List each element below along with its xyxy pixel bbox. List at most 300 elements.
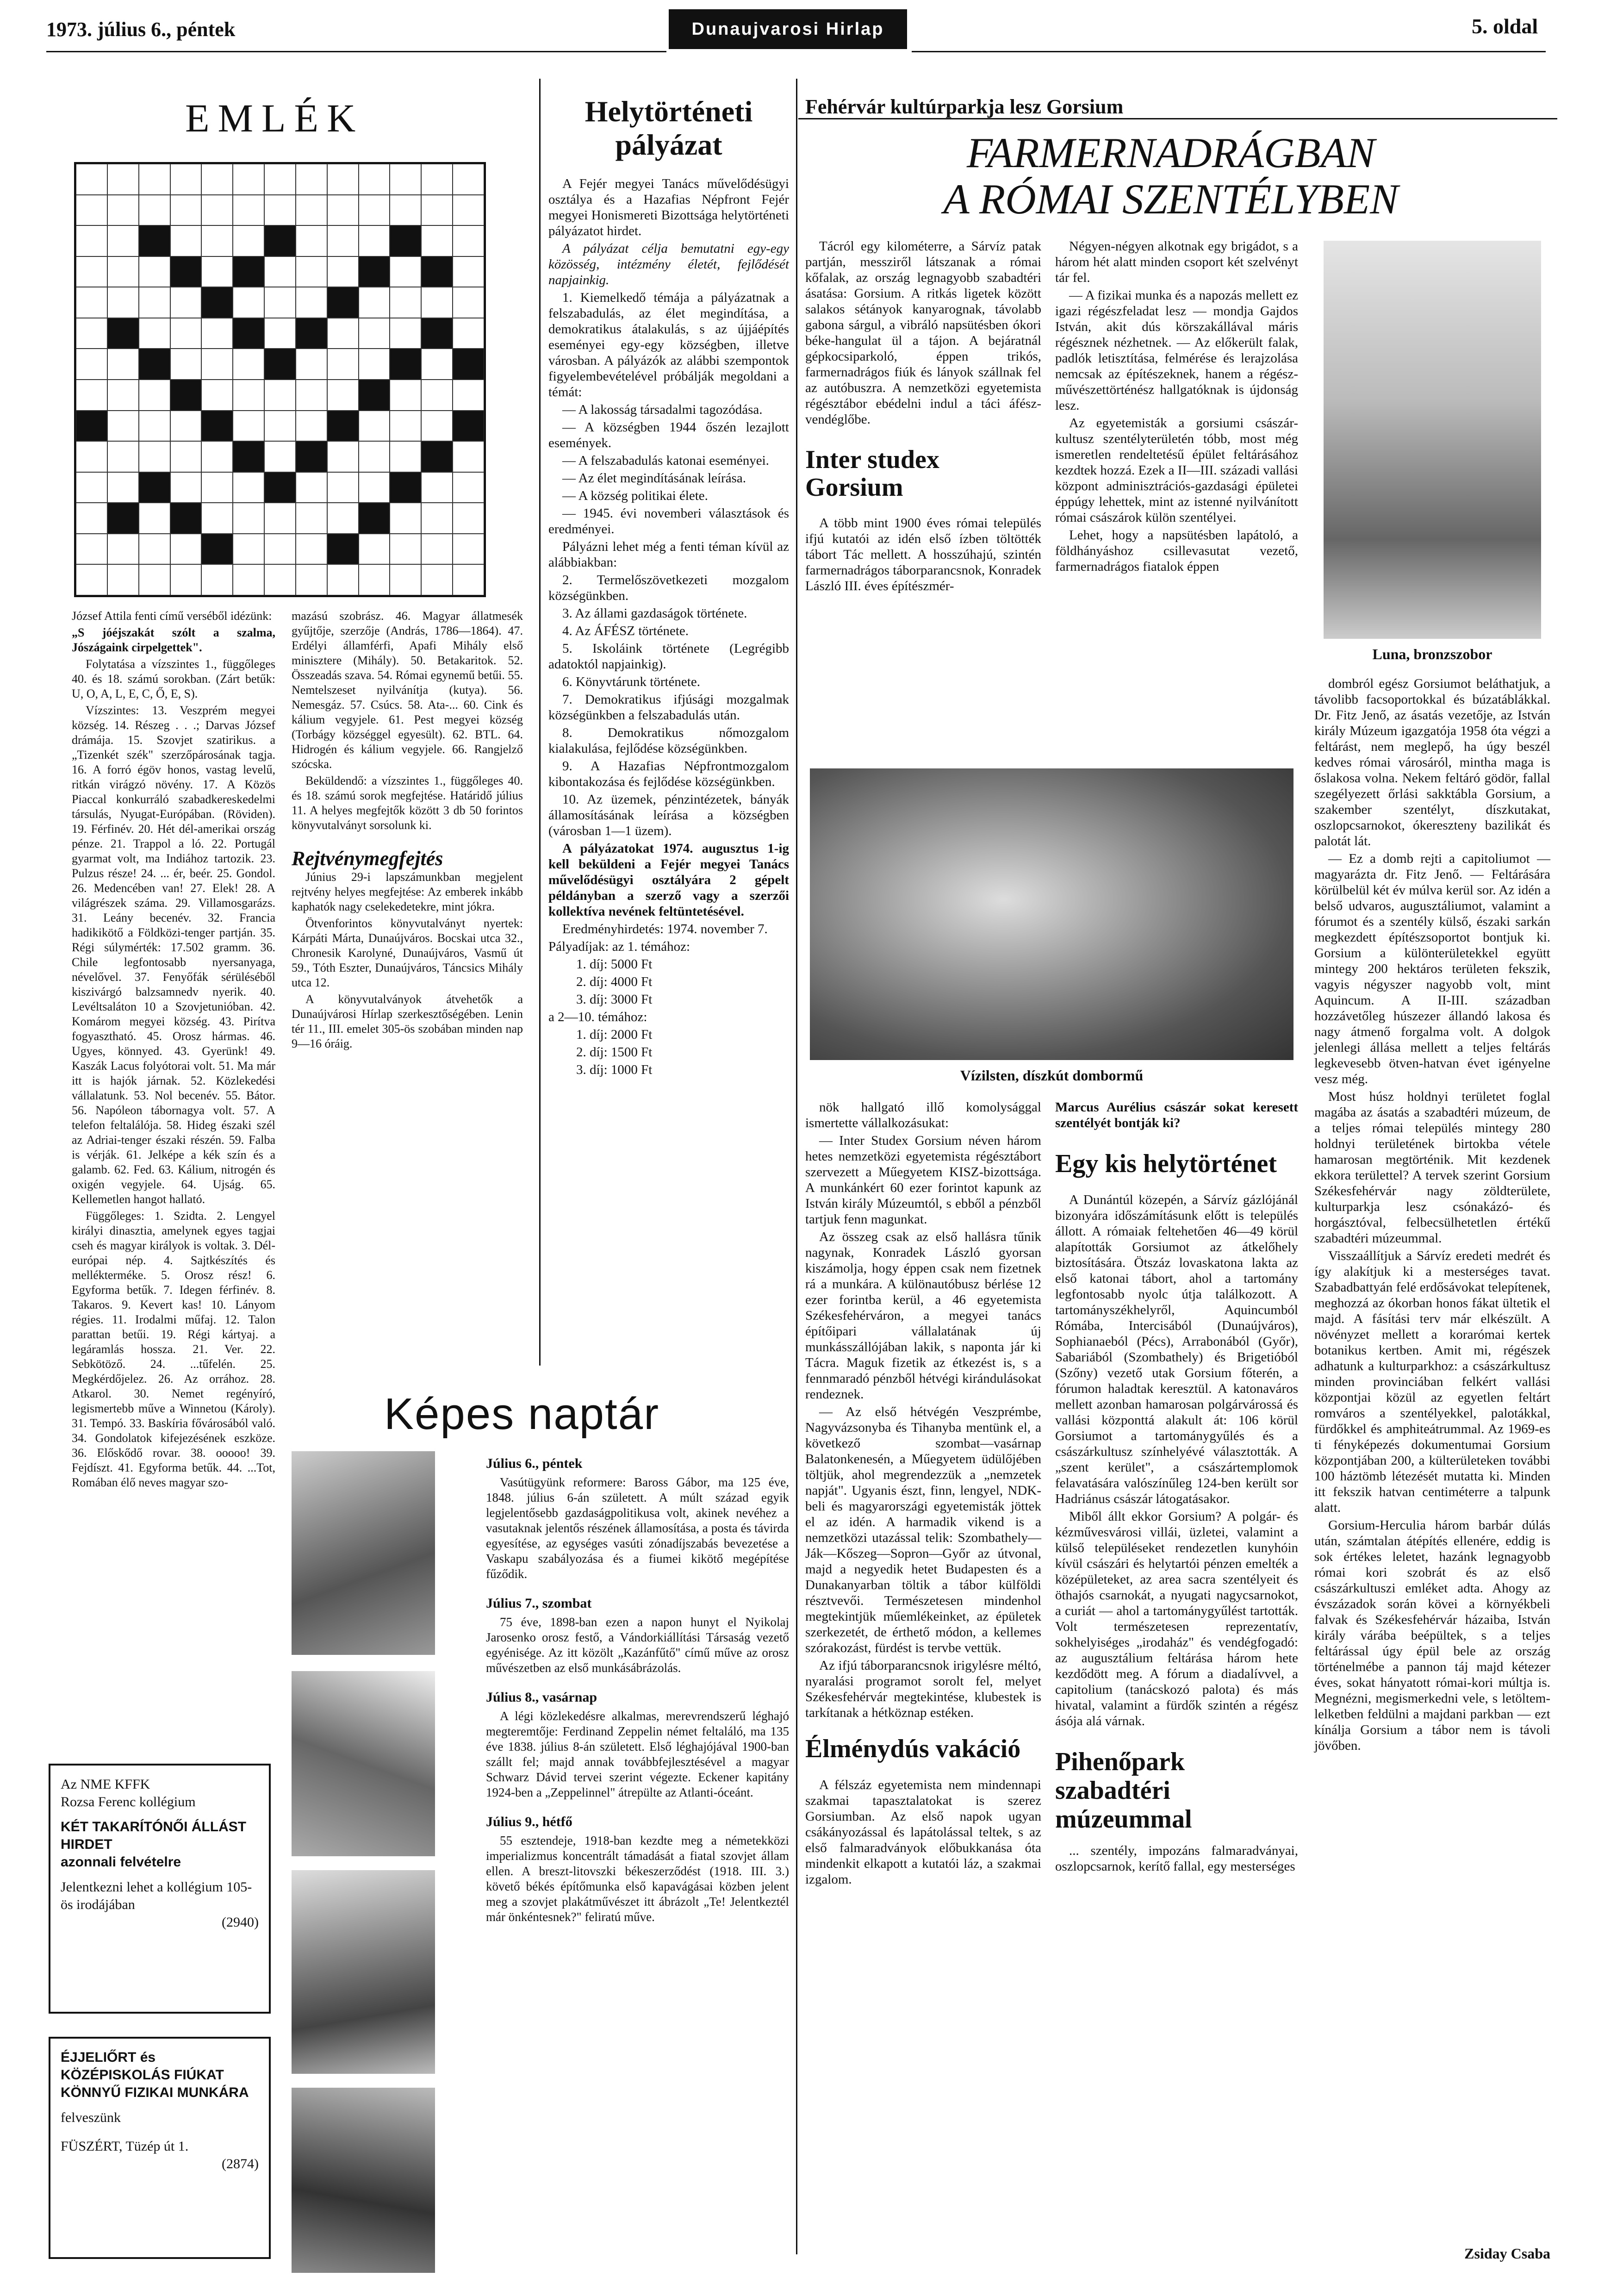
list-item: 9. A Hazafias Népfrontmozgalom kibontakozása és fejlődése községünkben. — [548, 759, 789, 789]
crossword-cell — [421, 534, 453, 565]
crossword-cell — [170, 225, 202, 256]
crossword-cell — [390, 318, 421, 349]
crossword-cell — [327, 411, 359, 442]
crossword-cell — [139, 411, 170, 442]
crossword-cell — [76, 164, 107, 195]
crossword-cell — [201, 534, 233, 565]
crossword-cell — [107, 349, 139, 380]
helytorteneti-p5: A pályázatokat 1974. augusztus 1-ig kell beküldeni a Fejér megyei Tanács művelődésügyi osztályára 2 gépelt példányban a szerző vagy a szerzői kollektíva nevének feltüntetésével. — [548, 841, 789, 919]
crossword-cell — [296, 164, 327, 195]
helytorteneti-title-line2: pályázat — [615, 128, 722, 161]
crossword-cell — [170, 411, 202, 442]
list-item: 3. díj: 1000 Ft — [576, 1062, 653, 1077]
crossword-cell — [453, 564, 484, 595]
crossword-cell — [201, 441, 233, 472]
crossword-cell — [233, 503, 264, 534]
crossword-cell — [390, 164, 421, 195]
crossword-cell — [264, 164, 296, 195]
gorsium-lead: Tácról egy kilométerre, a Sárvíz patak partján, messziről látszanak a római kőfalak, az ország legnagyobb szabadtéri ásatása: Gorsium. A ritkás ligetek között salakos sétányok kanyarognak, távolabb gabona sárgul, a vibráló napsütésben ókori béke-hangulat ül a tájon. A bejáratnál gépkocsiparkoló, éppen trikós, farmernadrágos fiúk és lányok szállnak fel az autóbuszra. A nemzetközi egyetemista régésztábor ebédelni indul a táci áfész-vendéglőbe. — [805, 239, 1041, 427]
ad-kollegium-line2: Rozsa Ferenc kollégium — [61, 1794, 196, 1809]
inter-studex-title: Inter studex Gorsium — [805, 445, 939, 502]
crossword-cell — [296, 441, 327, 472]
crossword-cell — [107, 564, 139, 595]
crossword-text-col2 — [292, 609, 523, 1396]
crossword-cell — [421, 564, 453, 595]
gorsium-col-b — [1055, 238, 1298, 757]
crossword-cell — [107, 318, 139, 349]
crossword-cell — [107, 411, 139, 442]
crossword-cell — [139, 534, 170, 565]
crossword-cell — [170, 441, 202, 472]
crossword-title: EMLÉK — [185, 96, 364, 140]
crossword-cell — [233, 225, 264, 256]
list-item: 4. Az ÁFÉSZ története. — [562, 624, 689, 638]
crossword-down-cont: mazású szobrász. 46. Magyar állatmesék gyűjtője, szerzője (András, 1786—1864). 47. Erdélyi államférfi, Apafi Mihály első minisztere (Mihály). 50. Betakaritok. 52. Összeadás szava. 54. Római egynemű betűi. 55. Nemtelszeset nyilvánítja (kutya). 56. Nemesgáz. 57. Csúcs. 58. Ata-... 60. Cink és kálium vegyjele. 61. Pest megyei község (Torbágy községgel egyesült). 62. BTL. 64. Hidrogén és kálium vegyjele. 66. Rangjelző szócska. — [292, 609, 523, 771]
crossword-cell — [201, 318, 233, 349]
crossword-cell — [359, 503, 390, 534]
list-item: 2. díj: 4000 Ft — [576, 974, 653, 989]
crossword-text: Folytatása a vízszintes 1., függőleges 40. és 18. számú sorokban. (Zárt betűk: U, O, A, L, E, C, Ő, E, S). — [72, 657, 275, 700]
gorsium-headline-line2: A RÓMAI SZENTÉLYBEN — [943, 175, 1399, 223]
crossword-cell — [201, 503, 233, 534]
crossword-quote: „S jóéjszakát szólt a szalma, Jószágaink cirpelgettek". — [72, 626, 275, 654]
crossword-cell — [359, 195, 390, 226]
helytorteneti-p4: Pályázni lehet még a fenti téman kívül az alábbiakban: — [548, 539, 789, 570]
helytorteneti-p3: 1. Kiemelkedő témája a pályázatnak a felszabadulás, az élet megindítása, a demokratikus átalakulás, s az újjáépítés eseményei egy-egy községben, illetve városban. A pályázók az alábbi szempontok figyelembevételével próbálják megoldani a témát: — [548, 290, 789, 399]
crossword-cell — [139, 195, 170, 226]
paragraph: Négyen-négyen alkotnak egy brigádot, s a három hét alatt minden csoport két szelvényt tár fel. — [1055, 239, 1298, 285]
ad-kollegium-code: (2940) — [222, 1915, 259, 1930]
paragraph: nök hallgató illő komolysággal ismertette vállalkozásukat: — [805, 1100, 1041, 1130]
gorsium-col-c — [1314, 676, 1550, 2236]
gorsium-kicker: Fehérvár kultúrparkja lesz Gorsium — [805, 95, 1124, 118]
crossword-cell — [76, 349, 107, 380]
crossword-cell — [390, 411, 421, 442]
crossword-cell — [233, 472, 264, 503]
list-item: 6. Könyvtárunk története. — [562, 674, 700, 689]
solution-text: Június 29-i lapszámunkban megjelent rejtvény helyes megfejtése: Az emberek inkább kaphatók nagy cselekedetekre, mint jókra. — [292, 870, 523, 913]
crossword-cell — [233, 534, 264, 565]
crossword-cell — [264, 225, 296, 256]
crossword-cell — [421, 256, 453, 287]
crossword-cell — [453, 411, 484, 442]
ad-kollegium-headline: KÉT TAKARÍTÓNŐI ÁLLÁST HIRDET — [61, 1819, 247, 1852]
crossword-cell — [264, 287, 296, 318]
crossword-cell — [421, 380, 453, 411]
crossword-cell — [296, 564, 327, 595]
crossword-cell — [233, 349, 264, 380]
crossword-cell — [76, 534, 107, 565]
crossword-cell — [359, 472, 390, 503]
crossword-cell — [170, 164, 202, 195]
crossword-cell — [296, 380, 327, 411]
author-byline: Zsiday Csaba — [1464, 2245, 1550, 2262]
crossword-cell — [327, 564, 359, 595]
portrait-baross — [292, 1451, 435, 1655]
list-item: — A felszabadulás katonai eseményei. — [562, 453, 769, 468]
crossword-cell — [390, 380, 421, 411]
crossword-cell — [421, 164, 453, 195]
portrait-zeppelin — [292, 1870, 435, 2074]
crossword-cell — [233, 441, 264, 472]
crossword-cell — [390, 534, 421, 565]
crossword-cell — [170, 472, 202, 503]
crossword-cell — [327, 318, 359, 349]
crossword-cell — [296, 225, 327, 256]
crossword-cell — [264, 441, 296, 472]
crossword-cell — [264, 472, 296, 503]
gorsium-col-a-lower — [805, 1099, 1041, 2266]
list-item: 1. díj: 2000 Ft — [576, 1027, 653, 1042]
photo-luna-statue — [1324, 241, 1541, 639]
list-item: 1. díj: 5000 Ft — [576, 957, 653, 972]
elmeny-text: A félszáz egyetemista nem mindennapi szakmai tapasztalatokat is szerez Gorsiumban. Az első napok ugyan csákányozással és lapátolással teltek, s az első falmaradványok előbukkanása óta mindenkit elkapott a kutatói láz, a szakmai izgalom. — [805, 1778, 1041, 1887]
kepes-day1-text: Vasútügyünk reformere: Baross Gábor, ma 125 éve, 1848. július 6-án született. A múlt század egyik legjelentősebb gazdaságpolitikusa volt, akinek nevéhez a vasutaknak jelentős részének államosítása, a posta és távirda egyesítése, az egységes vasúti zónadíjszabás bevezetése a Vaskapu szabályozása és a fiumei kikötő megépítése fűződik. — [486, 1475, 789, 1581]
crossword-cell — [76, 472, 107, 503]
kepes-naptar-body — [486, 1451, 789, 2266]
crossword-cell — [76, 503, 107, 534]
crossword-cell — [296, 195, 327, 226]
crossword-cell — [139, 164, 170, 195]
painting-kazanfuto — [292, 1671, 435, 1856]
crossword-cell — [107, 534, 139, 565]
crossword-cell — [139, 225, 170, 256]
crossword-across: Vízszintes: 13. Veszprém megyei község. 14. Részeg . . .; Darvas József drámája. 15. Szovjet szatirikus. a „Tizenkét szék" szerzőpárosának tagja. 16. A forró égöv honos, vastag levelű, ritkán virágzó növény. 17. A Közös Piaccal konkurráló szabadkereskedelmi társulás, Nyugat-Európában. (Röviden). 19. Férfinév. 20. Hét dél-amerikai ország pénze. 21. Trappol a ló. 22. Portugál gyarmat volt, ma Indiához tartozik. 23. Pulzus része! 24. ... ér, beér. 25. Gondol. 26. Medencében van! 27. Elek! 28. A világrészek száma. 29. Villamosgarázs. 31. Leány becenév. 32. Francia hadikikötő a Földközi-tenger partján. 35. Régi súlymérték: 17.502 gramm. 36. Chile legfontosabb nyersanyaga, névelővel. 37. Fenyőfák sérüléséből kiszivárgó balzsamnedv nyerik. 40. Levéltsaláton 10 a Szovjetunióban. 42. Komárom megyei község. 43. Pirítva fogyasztható. 45. Orosz hármas. 46. Ugyes, könnyed. 43. Gyerünk! 49. Kaszák Lacus folyótorai volt. 51. Ma már itt is hajók járnak. 52. Közlekedési vállalatunk. 53. Nol becenév. 55. Bátor. 56. Napóleon tábornagya volt. 57. A telefon feltalálója. 58. Hideg északi szél az Adriai-tenger északi részén. 59. Falba is vérják. 61. Jelképe a kék szín és a galamb. 62. Fed. 63. Kálium, nitrogén és oxigén vegyjele. 64. Ujság. 65. Kellemetlen hangot hallató. — [72, 704, 275, 1206]
crossword-cell — [327, 349, 359, 380]
crossword-cell — [201, 472, 233, 503]
crossword-cell — [453, 441, 484, 472]
crossword-cell — [390, 441, 421, 472]
crossword-cell — [359, 287, 390, 318]
crossword-cell — [421, 349, 453, 380]
crossword-cell — [170, 318, 202, 349]
crossword-cell — [296, 472, 327, 503]
prize-title-2: a 2—10. témához: — [548, 1010, 647, 1024]
crossword-text-col1 — [72, 609, 275, 1489]
crossword-cell — [201, 225, 233, 256]
crossword-cell — [201, 164, 233, 195]
crossword-cell — [327, 195, 359, 226]
crossword-cell — [76, 287, 107, 318]
helytorteneti-p1: A Fejér megyei Tanács művelődésügyi osztálya és a Hazafias Népfront Fejér megyei Honismereti Bizottsága helytörténeti pályázatot hirdet. — [548, 176, 789, 238]
crossword-cell — [296, 287, 327, 318]
crossword-cell — [453, 164, 484, 195]
crossword-cell — [76, 195, 107, 226]
crossword-cell — [233, 564, 264, 595]
helytorteneti-p2: A pályázat célja bemutatni egy-egy közösség, intézmény életét, fejlődését napjainkig. — [548, 241, 789, 287]
crossword-cell — [264, 195, 296, 226]
kepes-day4-title: Július 9., hétfő — [486, 1814, 572, 1829]
crossword-cell — [296, 318, 327, 349]
photo-luna-caption: Luna, bronzszobor — [1372, 646, 1492, 662]
crossword-cell — [201, 411, 233, 442]
marcus-question: Marcus Aurélius császár sokat keresett szentélyét bontják ki? — [1055, 1100, 1298, 1130]
paragraph: Az ifjú táborparancsnok irigylésre méltó, nyaralási programot sorolt fel, melyet Székesfehérvár megtekintése, klubestek is tarkítanak a hétköznap estéken. — [805, 1658, 1041, 1720]
crossword-cell — [359, 256, 390, 287]
crossword-cell — [453, 318, 484, 349]
crossword-cell — [421, 225, 453, 256]
crossword-cell — [233, 164, 264, 195]
crossword-cell — [201, 256, 233, 287]
pihenopark-title: Pihenőpark szabadtéri múzeummal — [1055, 1747, 1192, 1834]
list-item: — 1945. évi novemberi választások és eredményei. — [548, 506, 789, 537]
crossword-cell — [170, 349, 202, 380]
kepes-day2-title: Július 7., szombat — [486, 1596, 592, 1611]
paragraph: Lehet, hogy a napsütésben lapátoló, a földhányáshoz csillevasutat vezető, farmernadrágos fiatalok éppen — [1055, 528, 1298, 574]
list-item: — A község politikai élete. — [562, 488, 708, 503]
crossword-cell — [107, 441, 139, 472]
crossword-cell — [264, 256, 296, 287]
helytorteneti-title-line1: Helytörténeti — [585, 95, 753, 128]
crossword-cell — [453, 287, 484, 318]
helytorteneti-items — [548, 402, 789, 537]
elmeny-title: Élménydús vakáció — [805, 1734, 1021, 1763]
ad-fuszert-sub: felveszünk — [61, 2110, 121, 2125]
crossword-cell — [139, 349, 170, 380]
crossword-cell — [201, 195, 233, 226]
list-item: 2. Termelőszövetkezeti mozgalom községünkben. — [548, 573, 789, 603]
crossword-cell — [76, 380, 107, 411]
crossword-cell — [201, 287, 233, 318]
crossword-cell — [264, 564, 296, 595]
list-item: — A lakosság társadalmi tagozódása. — [562, 402, 763, 417]
ad-fuszert — [49, 2037, 271, 2259]
list-item: 7. Demokratikus ifjúsági mozgalmak községünkben a felszabadulás után. — [548, 692, 789, 723]
crossword-cell — [264, 411, 296, 442]
inter-studex-text: A több mint 1900 éves római település ifjú kutatói az idén első ízben töltötték tábort Tác mellett. A hosszúhajú, szintén farmernadrágos táborparancsnok, Konradek László III. éves építészmér- — [805, 516, 1041, 593]
prize-title: Pályadíjak: az 1. témához: — [548, 939, 690, 954]
crossword-cell — [296, 349, 327, 380]
ad-kollegium-sub: azonnali felvételre — [61, 1854, 181, 1870]
crossword-submit: Beküldendő: a vízszintes 1., függőleges 40. és 18. számú sorok megfejtése. Határidő július 11. A helyes megfejtők között 3 db 50 forintos könyvutalványt sorsolunk ki. — [292, 774, 523, 832]
photo-dombormu — [810, 768, 1293, 1060]
helytorteneti-body — [548, 176, 789, 1361]
list-item: 3. díj: 3000 Ft — [576, 992, 653, 1007]
helytorteneti-list — [548, 572, 789, 839]
ad-kollegium — [49, 1764, 271, 2014]
column-rule — [539, 79, 541, 1366]
ad-fuszert-headline: ÉJJELIŐRT és KÖZÉPISKOLÁS FIÚKAT KÖNNYŰ FIZIKAI MUNKÁRA — [61, 2050, 249, 2100]
crossword-cell — [107, 225, 139, 256]
crossword-cell — [139, 256, 170, 287]
crossword-cell — [359, 441, 390, 472]
solution-winners: Ötvenforintos könyvutalványt nyertek: Kárpáti Márta, Dunaújváros. Bocskai utca 32., Chronesik Karolyné, Dunaújváros, Vasmű út 59., Tóth Eszter, Dunaújváros, Táncsics Mihály utca 12. — [292, 917, 523, 989]
paragraph: — Ez a domb rejti a capitoliumot — magyarázta dr. Fitz Jenő. — Feltárására körülbelül két év múlva kerül sor. Az idén a belső udvaros, augusztáliumot, valamint a fórumot és a szentély külső, északi sarkán megkezdett építészsoportot bontjuk ki. Gorsium a különterületekkel együtt mintegy 200 hektáros területen fekszik, vagyis négyszer nagyobb volt, mint Aquincum. A II-III. században hozzávetőleg húszezer állandó lakosa és nagy átmenő forgalma volt. A dolgok jelenlegi állása mellett a teljes feltárás legkevesebb ötven-hatvan évet igényelne vesz még. — [1314, 851, 1550, 1086]
crossword-cell — [76, 318, 107, 349]
gorsium-col-b-text — [1055, 238, 1298, 574]
list-item: 8. Demokratikus nőmozgalom kialakulása, fejlődése községünkben. — [548, 725, 789, 756]
kepes-naptar-title: Képes naptár — [384, 1389, 660, 1439]
gorsium-col-c-text — [1314, 676, 1550, 1753]
crossword-cell — [359, 534, 390, 565]
crossword-cell — [296, 411, 327, 442]
kepes-day1-title: Július 6., péntek — [486, 1456, 583, 1471]
crossword-cell — [453, 256, 484, 287]
crossword-cell — [327, 472, 359, 503]
gorsium-headline — [893, 130, 1449, 222]
helytorteneti-title — [548, 95, 789, 162]
crossword-cell — [201, 349, 233, 380]
crossword-cell — [421, 472, 453, 503]
crossword-cell — [327, 164, 359, 195]
kepes-day2-text: 75 éve, 1898-ban ezen a napon hunyt el Nyikolaj Jarosenko orosz festő, a Vándorkiállítási Társaság vezető egyénisége. Az itt közölt „Kazánfűtő" című műve az orosz művészetben az első munkásábrázolás. — [486, 1615, 789, 1675]
egy-kis-title: Egy kis helytörténet — [1055, 1149, 1277, 1178]
header-date: 1973. július 6., péntek — [46, 18, 236, 41]
paragraph: Az összeg csak az első hallásra tűnik nagynak, Konradek László gyorsan kiszámolja, hogy éppen csak nem fizetnek rá a munkára. A különautóbusz bérlése 12 ezer forintba kerül, a 46 egyetemista Székesfehérváron, a megyei tanács építőipari vállalatának új munkásszállójában lakik, s naponta jár ki Tácra. Maguk fizetik az étkezést is, s a fennmaradó pénzből hétvégi kirándulásokat rendeznek. — [805, 1229, 1041, 1402]
crossword-cell — [327, 380, 359, 411]
crossword-cell — [453, 195, 484, 226]
gorsium-headline-line1: FARMERNADRÁGBAN — [966, 129, 1375, 176]
header-rule-left — [46, 51, 666, 52]
crossword-cell — [359, 349, 390, 380]
crossword-cell — [421, 195, 453, 226]
paragraph: dombról egész Gorsiumot beláthatjuk, a távolibb facsoportokkal és búzatáblákkal. Dr. Fitz Jenő, az ásatás vezetője, az István király Múzeum igazgatója 1958 óta végzi a feltárást, nem meglepő, ha úgy beszél kedves római városáról, mintha maga is őslakosa volna. Nekem feltáró gödör, fallal szegélyezett őrlási sakktábla Gorsium, a szakember szentélyt, díszkutakat, oszlopcsarnokot, ókereszteny bazilikát és palotát lát. — [1314, 676, 1550, 849]
poster-soviet — [292, 2088, 435, 2273]
crossword-cell — [76, 564, 107, 595]
gorsium-col-a-lower-text — [805, 1099, 1041, 1721]
paragraph: A Dunántúl közepén, a Sárvíz gázlójánál bizonyára időszámításunk előtt is település állott. A rómaiak feltehetően 46—49 körül alapították Gorsiumot az átkelőhely biztosítására. Ötszáz lovaskatona lakta az első katonai tábort, ahol a tartomány legfontosabb nyolc útja találkozott. A tartományszékhelyről, Aquincumból Rómába, Intercisából (Dunaújváros), Sophianaeból (Pécs), Arrabonából (Győr), Sabariából (Szombathely) és Brigetióból (Szőny) vezető utak Gorsium főterén, a fórumon haladtak keresztül. A katonaváros mellett azonban hamarosan polgárvárossá és vallási központtá alakult át: 106 körül Gorsiumot a tartománygyűlés és a császárkultusz színhelyévé választották. A „szent kerület", a császártemplomok felavatására valószínűleg 124-ben került sor Hadriánus császár látogatásakor. — [1055, 1192, 1298, 1506]
crossword-cell — [139, 441, 170, 472]
crossword-cell — [421, 318, 453, 349]
paragraph: Visszaállítjuk a Sárvíz eredeti medrét és így alakítjuk ki a mesterséges tavat. Szabadbattyán felé erdősávokat telepítenek, meghozzá az ókorban honos fákat ültetik el majd. A fásítási terv már elkészült. A növényzet mellett a korarómai kertek botanikus kertben. Amit mi, régészek adhatunk a kulturparkhoz: a császárkultusz minden provinciában felkért vallási központjai közül az egyetlen feltárt romváros a szentélyekkel, palotákkal, fürdőkkel és amphiteátrummal. Az 1969-es ti fényképezés dokumentumai Gorsium központjában 200, a külterületeken további 100 háztömb létezését mutatta ki. Minden itt fekszik hatvan centiméterre a talpunk alatt. — [1314, 1248, 1550, 1515]
crossword-cell — [359, 380, 390, 411]
crossword-cell — [76, 256, 107, 287]
crossword-cell — [107, 380, 139, 411]
helytorteneti-p6: Eredményhirdetés: 1974. november 7. — [562, 922, 768, 936]
column-rule — [796, 79, 797, 2254]
crossword-cell — [453, 380, 484, 411]
solution-pickup: A könyvutalványok átvehetők a Dunaújvárosi Hírlap szerkesztőségében. Lenin tér 11., III. emelet 305-ös szobában minden nap 9—16 óráig. — [292, 992, 523, 1050]
crossword-cell — [327, 441, 359, 472]
list-item: 5. Iskoláink története (Legrégibb adatoktól napjainkig). — [548, 641, 789, 672]
kepes-day3-title: Július 8., vasárnap — [486, 1690, 597, 1705]
crossword-cell — [296, 534, 327, 565]
crossword-cell — [107, 287, 139, 318]
crossword-cell — [233, 380, 264, 411]
crossword-cell — [233, 256, 264, 287]
ad-fuszert-code: (2874) — [222, 2156, 259, 2171]
kepes-day4-text: 55 esztendeje, 1918-ban kezdte meg a németekközi imperializmus koncentrált támadását a fiatal szovjet állam ellen. A breszt-litovszki békeszerződést (1918. III. 3.) követő békés építőmunka első kapavágásai közben jelent meg a szovjet plakátművészet itt ábrázolt „Te! Jelentkeztél már önkéntesnek?" feliratú műve. — [486, 1834, 789, 1924]
crossword-cell — [170, 256, 202, 287]
crossword-intro: József Attila fenti című verséből idézünk: — [72, 609, 272, 623]
crossword-cell — [390, 349, 421, 380]
paragraph: Most húsz holdnyi területet foglal magába az ásatás a szabadtéri múzeum, de a teljes római település mintegy 280 holdnyi területének birtokba vétele hamarosan megtörténik. Mit kezdenek ekkora területtel? A tervek szerint Gorsium Székesfehérvár nagy zöldterülete, kulturparkja lesz csónakázó- és horgásztóval, felbecsülhetetlen értékű szabadtéri múzeummal. — [1314, 1089, 1550, 1246]
crossword-cell — [327, 287, 359, 318]
crossword-cell — [296, 503, 327, 534]
ad-kollegium-line1: Az NME KFFK — [61, 1777, 150, 1792]
crossword-down: Függőleges: 1. Szidta. 2. Lengyel királyi dinasztia, amelynek egyes tagjai cseh és magyar királyok is voltak. 3. Dél-európai nép. 4. Sajtkészítés és mellékterméke. 5. Orosz rész! 6. Egyforma betűk. 7. Idegen férfinév. 8. Takaros. 9. Kevert kas! 10. Lányom régies. 11. Irodalmi műfaj. 12. Talon parattan betűi. 19. Régi kártyaj. a legáramlás hossza. 21. Ver. 22. Sebkötöző. 24. ...tűfelén. 25. Megkérdőjelez. 26. Az orrához. 28. Atkarol. 30. Nemet regényíró, legismertebb műve a Winnetou (Károly). 31. Tempó. 33. Baskíria fővárosából való. 34. Gondolatok kifejezésének eszköze. 36. Előskődő rovar. 38. ooooo! 39. Fejdíszt. 41. Egyforma betűk. 44. ...Tot, Romában élő neves magyar szo- — [72, 1209, 275, 1489]
header-rule-right — [912, 51, 1546, 52]
crossword-cell — [327, 503, 359, 534]
solution-title: Rejtvénymegfejtés — [292, 847, 443, 870]
crossword-cell — [201, 564, 233, 595]
crossword-cell — [327, 225, 359, 256]
ad-kollegium-contact: Jelentkezni lehet a kollégium 105-ös irodájában — [61, 1879, 252, 1912]
crossword-cell — [264, 349, 296, 380]
crossword-cell — [453, 225, 484, 256]
crossword-cell — [390, 472, 421, 503]
crossword-cell — [390, 503, 421, 534]
crossword-cell — [139, 287, 170, 318]
crossword-cell — [170, 534, 202, 565]
paragraph: — Az első hétvégén Veszprémbe, Nagyvázsonyba és Tihanyba mentünk el, a következő szombat—vasárnap Balatonkenesén, a Műegyetem üdülőjében töltjük, ahol megrendezzük a „nemzetek napját". Ugyanis észt, finn, lengyel, NDK-beli és magyarországi egyetemisták jöttek el az idén. A harmadik vikend is a nemzetközi utazással telik: Szombathely—Ják—Kőszeg—Sopron—Győr az útvonal, majd a negyedik hetet Budapesten és a Dunakanyarban töltik a tábor külföldi résztvevői. Természetesen mindenhol megtekintjük műemlékeinket, az épületek szerkezetét, de érthető módon, a kellemes szórakozást, fürdést is tervbe vettük. — [805, 1404, 1041, 1655]
crossword-cell — [421, 503, 453, 534]
crossword-cell — [264, 318, 296, 349]
crossword-cell — [139, 318, 170, 349]
crossword-cell — [170, 564, 202, 595]
crossword-cell — [201, 380, 233, 411]
list-item: 2. díj: 1500 Ft — [576, 1045, 653, 1060]
crossword-cell — [421, 287, 453, 318]
photo-dombormu-caption: Vízilsten, díszkút dombormű — [960, 1067, 1144, 1084]
crossword-cell — [107, 256, 139, 287]
crossword-cell — [170, 287, 202, 318]
crossword-cell — [139, 472, 170, 503]
crossword-cell — [107, 503, 139, 534]
gorsium-col-b-lower — [1055, 1099, 1298, 2266]
crossword-cell — [390, 287, 421, 318]
list-item: 10. Az üzemek, pénzintézetek, bányák államosításának leírása a községben (városban 1—1 üzem). — [548, 792, 789, 838]
crossword-cell — [453, 472, 484, 503]
crossword-cell — [76, 225, 107, 256]
crossword-cell — [390, 564, 421, 595]
list-item: — A községben 1944 őszén lezajlott események. — [548, 420, 789, 450]
crossword-cell — [76, 411, 107, 442]
crossword-cell — [421, 441, 453, 472]
paragraph: — Inter Studex Gorsium néven három hetes nemzetközi egyetemista régésztábort szervezett a Műegyetem KISZ-bizottsága. A munkánkért 60 ezer forintot kapunk az István király Múzeumtól, s ebből a pénzből tartjuk fenn magunkat. — [805, 1133, 1041, 1227]
crossword-grid — [74, 162, 486, 597]
prizes-list-1 — [548, 956, 789, 1007]
crossword-cell — [139, 503, 170, 534]
crossword-cell — [359, 411, 390, 442]
crossword-cell — [359, 564, 390, 595]
crossword-cell — [170, 503, 202, 534]
crossword-cell — [359, 164, 390, 195]
paragraph: Az egyetemisták a gorsiumi császár-kultusz szentélyterületén tóbb, most még ismeretlen rendeltetésű épület feltárásához kezdtek hozzá. Ezek a II—III. századi vallási központ adminisztrációs-gazdasági épületei éppúgy lehettek, mint az istenné nyilvánított római császárok külön szentélyei. — [1055, 416, 1298, 525]
crossword-cell — [170, 195, 202, 226]
paragraph: — A fizikai munka és a napozás mellett ez igazi régészfeladat lesz — mondja Gajdos István, akit dús körszakállával máris régésznek nézhetnek. — Az előkerült falak, padlók letisztítása, felmérése és lerajzolása nemcsak az építészeknek, hanem a régész-művészettörténész hallgatóknak is újdonság lesz. — [1055, 288, 1298, 413]
crossword-cell — [453, 503, 484, 534]
prizes-list-2 — [548, 1027, 789, 1078]
crossword-cell — [264, 503, 296, 534]
crossword-cell — [233, 411, 264, 442]
paragraph: Gorsium-Herculia három barbár dúlás után, számtalan átépítés ellenére, eddig is sok értékes leletet, hazánk legnagyobb római kori szobrát és az első császárkultuszi emléket adta. Ahogy az évszázadok során kövei a környékbeli falvak és Székesfehérvár házaiba, István király várába beépültek, s a teljes feltárással úgy épül bele az ország történelmébe a pannon táj majd kétezer éves, sokat hányatott római-kori múltja is. Megnézni, megismerkedni vele, s letöltem-lelketben feldülni a majdani parkban — ezt kínálja Gorsium a tábor nem is távoli jövőben. — [1314, 1518, 1550, 1753]
crossword-cell — [453, 534, 484, 565]
crossword-cell — [76, 441, 107, 472]
crossword-cell — [170, 380, 202, 411]
page-number: 5. oldal — [1472, 14, 1538, 38]
crossword-cell — [233, 287, 264, 318]
crossword-cell — [327, 256, 359, 287]
pihenopark-text: ... szentély, impozáns falmaradványai, oszlopcsarnok, kerítő fallal, egy mesterséges — [1055, 1843, 1298, 1874]
crossword-cell — [233, 318, 264, 349]
crossword-cell — [327, 534, 359, 565]
crossword-cell — [107, 164, 139, 195]
crossword-cell — [421, 411, 453, 442]
crossword-cell — [390, 225, 421, 256]
crossword-cell — [264, 534, 296, 565]
crossword-cell — [139, 564, 170, 595]
crossword-cell — [359, 225, 390, 256]
ad-fuszert-address: FÜSZÉRT, Tüzép út 1. — [61, 2139, 189, 2154]
crossword-cell — [296, 256, 327, 287]
list-item: 3. Az állami gazdaságok története. — [562, 606, 747, 621]
crossword-cell — [390, 256, 421, 287]
kepes-day3-text: A légi közlekedésre alkalmas, merevrendszerű léghajó megteremtője: Ferdinand Zeppelin német feltaláló, ma 135 éve 1838. július 8-án született. Első léghajójával 1900-ban szállt fel; majd annak továbbfejlesztésével a magyar Schwarz Dávid tervei szerint végezte. Eckener kapitány 1924-ben a „Zeppelinnel" átrepülte az Atlanti-óceánt. — [486, 1709, 789, 1799]
crossword-cell — [359, 318, 390, 349]
paragraph: Miből állt ekkor Gorsium? A polgár- és kézművesvárosi villái, üzletei, valamint a külső településeket rendezetlen kunyhóin kívül császári és helytartói pénzen emelték a középületeket, az area sacra szentélyeit és öthajós csarnokát, a nyugati nagycsarnokot, a curiát — ahol a tartománygyűlést tartották. Volt természetesen reprezentatív, sokhelyiséges „irodaház" és vendégfogadó: az augusztálium feltárása három hete kezdődött meg. A fórum a diadalívvel, a capitolium (tanácskozó palota) és más hivatal, valamint a fürdők szintén a régész ásója alá várnak. — [1055, 1509, 1298, 1728]
gorsium-col-a — [805, 238, 1041, 761]
